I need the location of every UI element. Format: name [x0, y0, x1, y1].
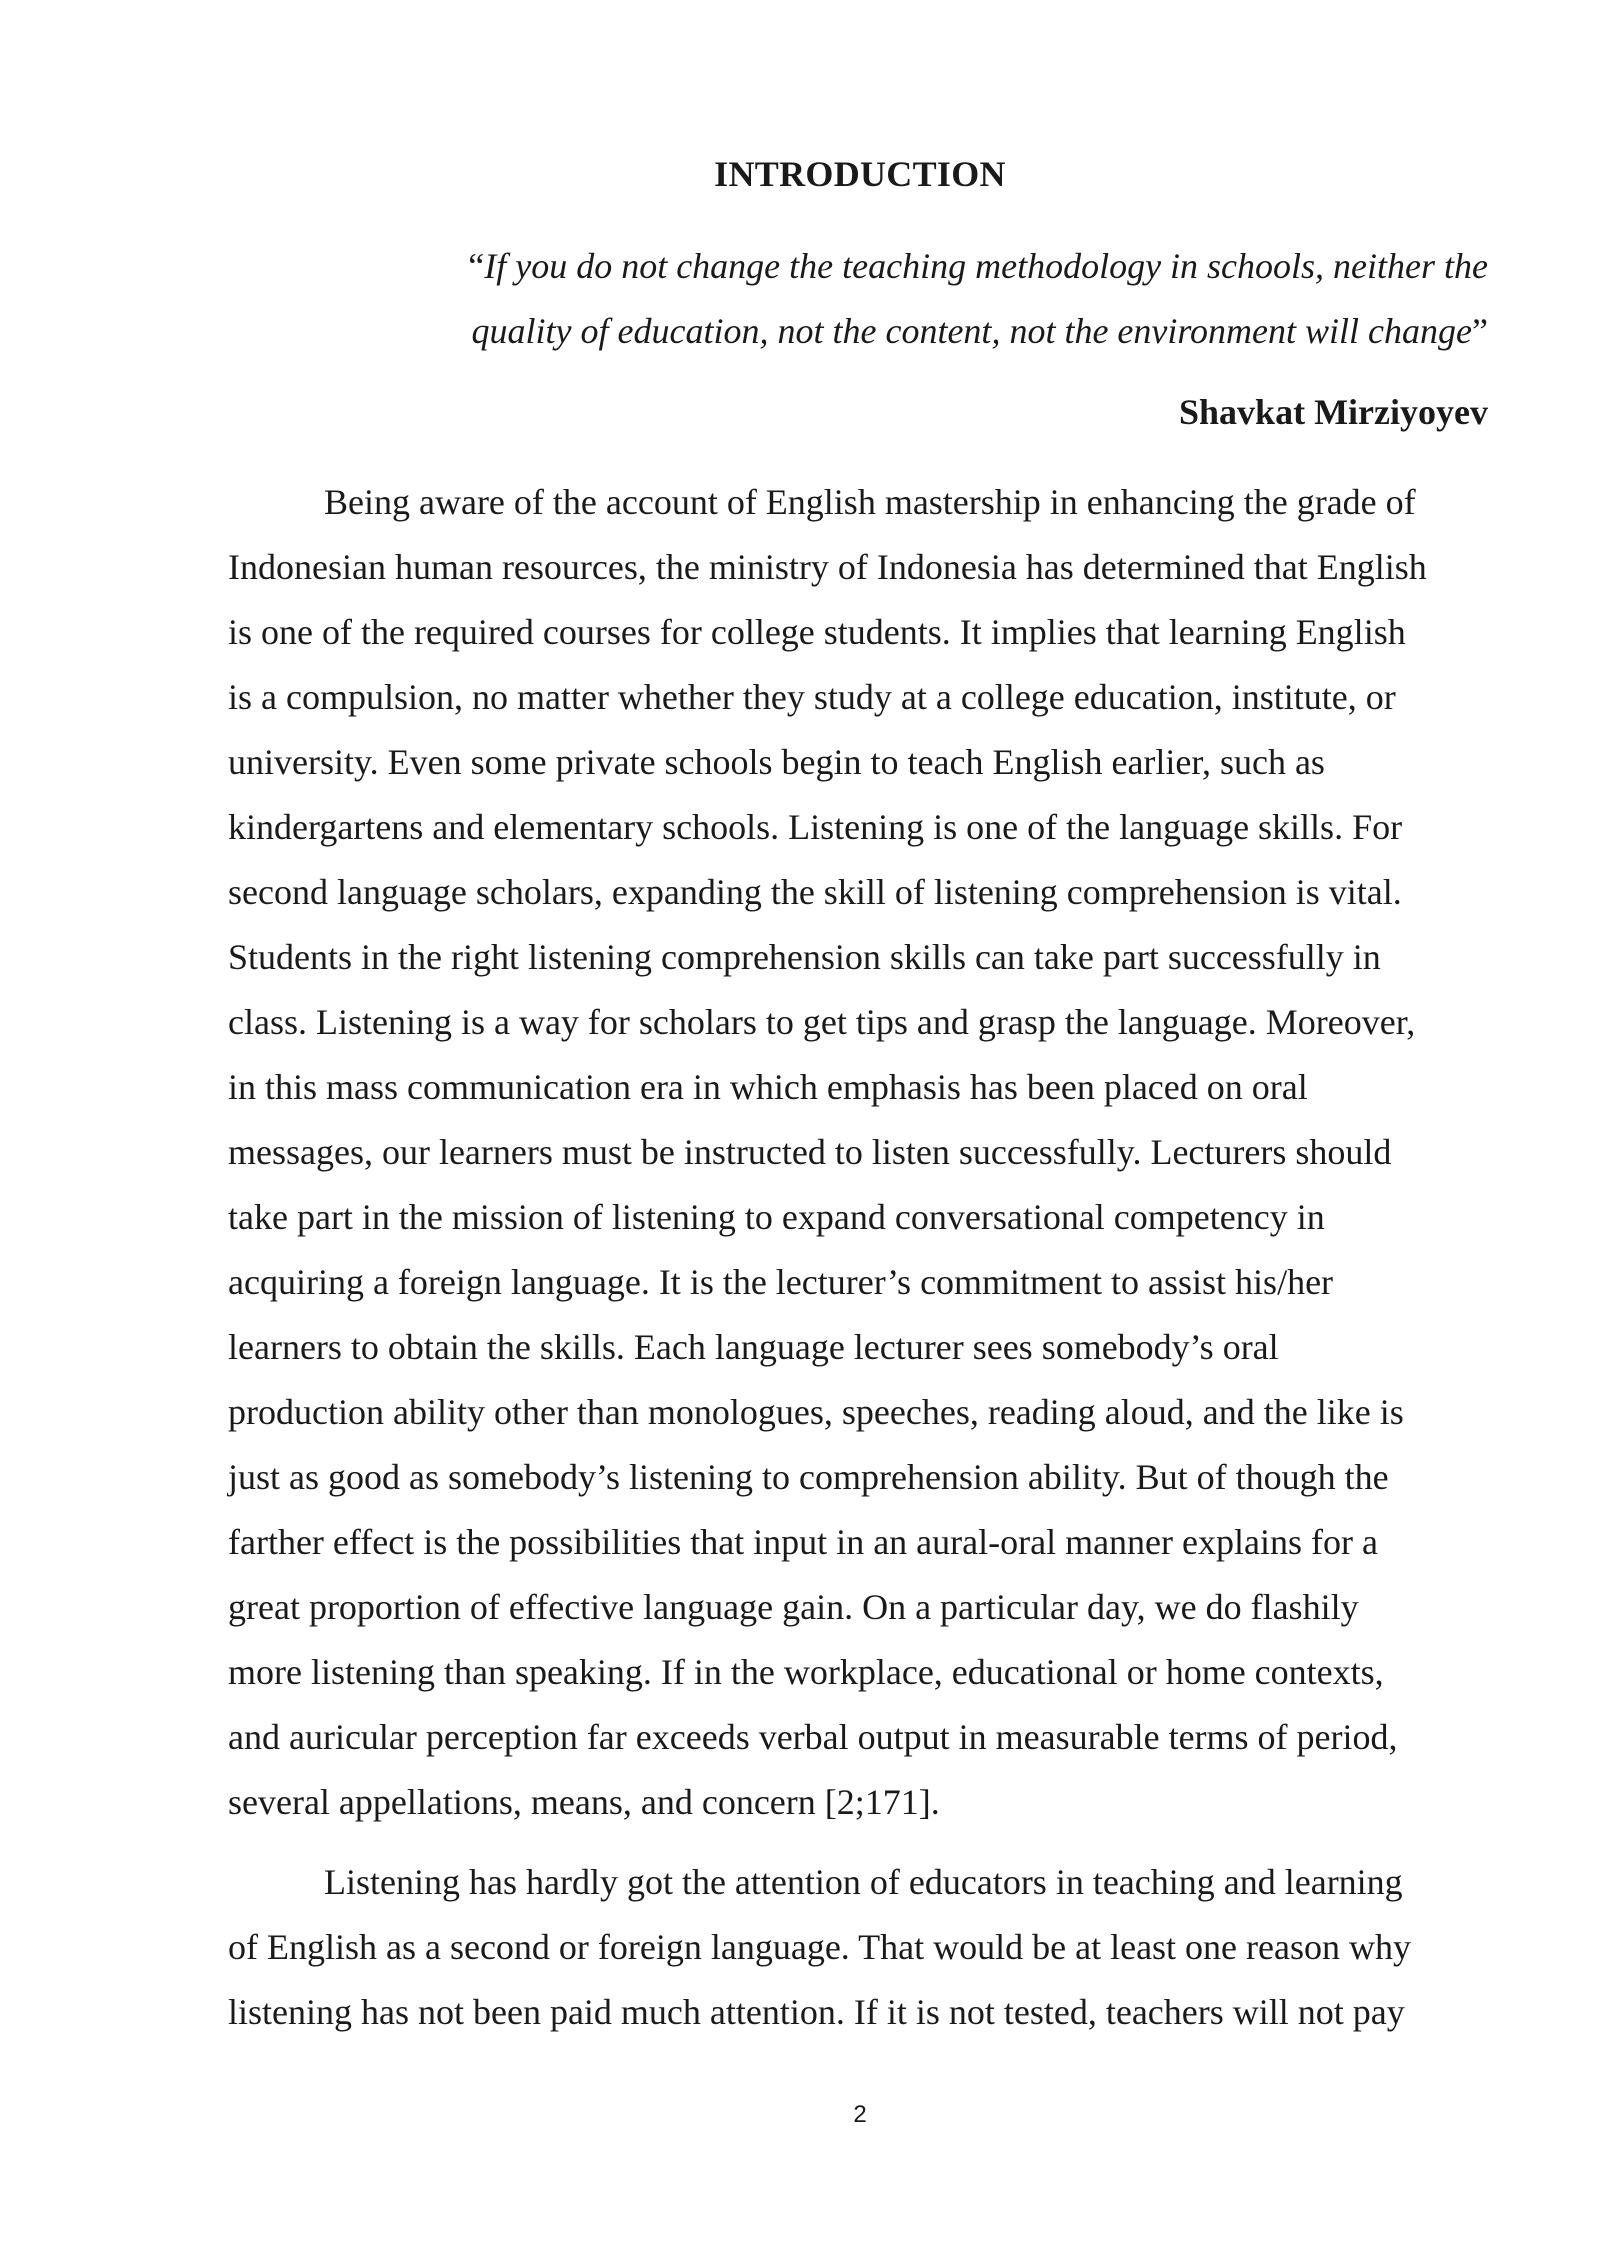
body-paragraph-1: [228, 470, 1490, 1835]
paragraph-line: university. Even some private schools begin to teach English earlier, such as: [228, 742, 1325, 782]
epigraph-text-2: quality of education, not the content, not the environment will change: [471, 311, 1473, 351]
paragraph-line: messages, our learners must be instructed to listen successfully. Lecturers should: [228, 1132, 1392, 1172]
paragraph-line: Being aware of the account of English mastership in enhancing the grade of: [324, 482, 1416, 522]
open-quote-mark: “: [468, 246, 485, 286]
paragraph-line: just as good as somebody’s listening to comprehension ability. But of though the: [228, 1457, 1389, 1497]
epigraph-text-1: If you do not change the teaching methodology in schools, neither the: [484, 246, 1488, 286]
section-heading: INTRODUCTION: [714, 154, 1006, 194]
paragraph-line: Listening has hardly got the attention of educators in teaching and learning: [324, 1862, 1403, 1902]
paragraph-line: Students in the right listening comprehension skills can take part successfully in: [228, 937, 1381, 977]
paragraph-line: of English as a second or foreign language. That would be at least one reason why: [228, 1927, 1411, 1967]
paragraph-line: Indonesian human resources, the ministry of Indonesia has determined that English: [228, 547, 1427, 587]
paragraph-line: acquiring a foreign language. It is the lecturer’s commitment to assist his/her: [228, 1262, 1334, 1302]
paragraph-line: kindergartens and elementary schools. Listening is one of the language skills. For: [228, 807, 1403, 847]
paragraph-line: great proportion of effective language gain. On a particular day, we do flashily: [228, 1587, 1359, 1627]
paragraph-line: take part in the mission of listening to expand conversational competency in: [228, 1197, 1325, 1237]
epigraph-line-2: [380, 299, 1488, 364]
paragraph-line: production ability other than monologues, speeches, reading aloud, and the like is: [228, 1392, 1404, 1432]
epigraph-quote: [380, 234, 1488, 364]
paragraph-line: is one of the required courses for college students. It implies that learning English: [228, 612, 1406, 652]
paragraph-line: and auricular perception far exceeds verbal output in measurable terms of period,: [228, 1717, 1398, 1757]
paragraph-line: more listening than speaking. If in the workplace, educational or home contexts,: [228, 1652, 1384, 1692]
paragraph-line: learners to obtain the skills. Each language lecturer sees somebody’s oral: [228, 1327, 1279, 1367]
epigraph-author: Shavkat Mirziyoyev: [1179, 392, 1488, 432]
paragraph-line: second language scholars, expanding the skill of listening comprehension is vital.: [228, 872, 1402, 912]
paragraph-line: is a compulsion, no matter whether they study at a college education, institute, or: [228, 677, 1396, 717]
close-quote-mark: ”: [1472, 311, 1488, 351]
paragraph-line: several appellations, means, and concern [2;171].: [228, 1782, 940, 1822]
paragraph-line: farther effect is the possibilities that input in an aural-oral manner explains for a: [228, 1522, 1378, 1562]
body-paragraph-2: [228, 1850, 1490, 2045]
paragraph-line: listening has not been paid much attention. If it is not tested, teachers will not pay: [228, 1992, 1405, 2032]
epigraph-line-1: [380, 234, 1488, 299]
paragraph-line: class. Listening is a way for scholars to get tips and grasp the language. Moreover,: [228, 1002, 1416, 1042]
paragraph-line: in this mass communication era in which emphasis has been placed on oral: [228, 1067, 1308, 1107]
page-number: 2: [853, 2101, 867, 2128]
